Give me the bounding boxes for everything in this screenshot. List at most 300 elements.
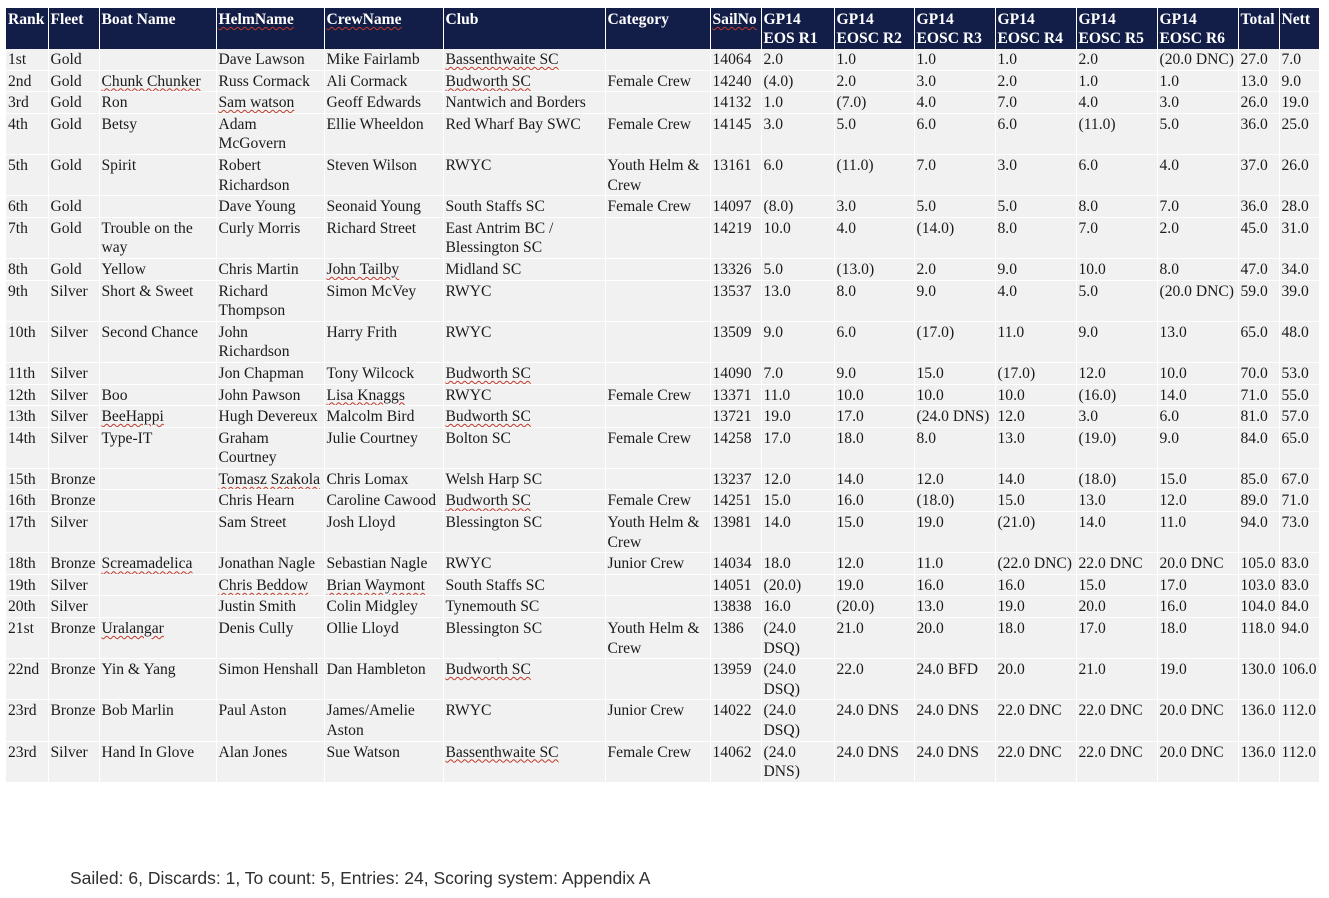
cell-r5-text: 14.0 <box>1078 514 1106 532</box>
cell-r6-text: (20.0 DNC) <box>1159 51 1234 68</box>
cell-club <box>443 490 605 512</box>
cell-club <box>443 321 605 362</box>
cell-boat <box>99 741 216 782</box>
cell-boat <box>99 468 216 490</box>
cell-r1-text: 16.0 <box>763 598 791 616</box>
cell-r3-text: 24.0 DNS <box>916 743 979 761</box>
cell-sailno-text: 14251 <box>712 492 752 510</box>
cell-nett <box>1279 384 1319 406</box>
cell-total <box>1238 553 1279 575</box>
column-header-label: GP14 EOSC R3 <box>916 11 982 47</box>
cell-nett <box>1279 741 1319 782</box>
cell-boat <box>99 700 216 741</box>
cell-r5 <box>1076 406 1157 428</box>
cell-r6-text: 5.0 <box>1159 115 1179 133</box>
cell-r6-text: 4.0 <box>1159 156 1179 174</box>
cell-r3 <box>914 574 995 596</box>
cell-rank-text: 12th <box>8 386 36 404</box>
cell-r1 <box>761 741 834 782</box>
cell-r2-text: 9.0 <box>836 364 856 382</box>
cell-fleet <box>48 512 99 553</box>
cell-sailno-text: 14258 <box>712 429 752 447</box>
cell-r1-text: (24.0 DSQ) <box>763 661 800 698</box>
cell-club-text: Budworth SC <box>445 364 531 382</box>
cell-r5 <box>1076 154 1157 195</box>
cell-category <box>605 113 710 154</box>
cell-helm <box>216 741 324 782</box>
cell-sailno-text: 14064 <box>712 51 752 68</box>
cell-nett <box>1279 70 1319 92</box>
cell-helm <box>216 362 324 384</box>
cell-nett-text: 83.0 <box>1281 576 1309 594</box>
cell-r4-text: 11.0 <box>997 323 1025 341</box>
table-row <box>6 427 1319 468</box>
cell-fleet-text: Gold <box>50 260 82 278</box>
cell-boat <box>99 596 216 618</box>
cell-r6-text: 16.0 <box>1159 598 1187 616</box>
cell-sailno <box>710 406 761 428</box>
cell-sailno <box>710 574 761 596</box>
cell-total <box>1238 596 1279 618</box>
cell-total-text: 13.0 <box>1240 72 1268 90</box>
cell-r5 <box>1076 659 1157 700</box>
cell-crew <box>324 618 443 659</box>
cell-nett-text: 65.0 <box>1281 429 1309 447</box>
cell-crew <box>324 427 443 468</box>
cell-r2 <box>834 196 914 218</box>
cell-helm-text: Russ Cormack <box>218 72 310 90</box>
cell-total-text: 136.0 <box>1240 702 1276 720</box>
cell-r3-text: 5.0 <box>916 198 936 216</box>
cell-helm-text: Justin Smith <box>218 598 297 616</box>
cell-r2 <box>834 596 914 618</box>
cell-total <box>1238 196 1279 218</box>
cell-r5-text: 3.0 <box>1078 408 1098 426</box>
cell-crew <box>324 659 443 700</box>
cell-rank-text: 15th <box>8 470 36 488</box>
cell-boat-text: Yin & Yang <box>101 661 176 679</box>
cell-r3-text: 7.0 <box>916 156 936 174</box>
cell-r1-text: 5.0 <box>763 260 783 278</box>
cell-r3 <box>914 741 995 782</box>
column-header-label: CrewName <box>326 11 402 28</box>
column-header-r1 <box>761 8 834 49</box>
cell-r2 <box>834 362 914 384</box>
cell-club <box>443 113 605 154</box>
cell-r1 <box>761 574 834 596</box>
cell-sailno-text: 14062 <box>712 743 752 761</box>
cell-total <box>1238 113 1279 154</box>
cell-r6-text: 20.0 DNC <box>1159 702 1224 720</box>
cell-helm-text: Simon Henshall <box>218 661 319 679</box>
cell-total-text: 45.0 <box>1240 219 1268 237</box>
cell-r4 <box>995 741 1076 782</box>
table-row <box>6 280 1319 321</box>
cell-r4-text: 9.0 <box>997 260 1017 278</box>
cell-rank <box>6 217 48 258</box>
cell-rank-text: 3rd <box>8 94 29 112</box>
cell-sailno <box>710 113 761 154</box>
cell-fleet <box>48 659 99 700</box>
table-row <box>6 258 1319 280</box>
cell-r6-text: 17.0 <box>1159 576 1187 594</box>
cell-r4 <box>995 596 1076 618</box>
cell-category <box>605 406 710 428</box>
cell-helm-text: Graham Courtney <box>218 429 277 467</box>
cell-r1 <box>761 700 834 741</box>
column-header-boat <box>99 8 216 49</box>
cell-total <box>1238 512 1279 553</box>
cell-r4-text: 8.0 <box>997 219 1017 237</box>
column-header-total <box>1238 8 1279 49</box>
cell-category <box>605 700 710 741</box>
cell-r2-text: 24.0 DNS <box>836 743 899 761</box>
cell-sailno <box>710 512 761 553</box>
cell-r2 <box>834 92 914 114</box>
cell-crew <box>324 49 443 70</box>
cell-club-text: Blessington SC <box>445 514 543 532</box>
cell-fleet <box>48 217 99 258</box>
cell-club <box>443 574 605 596</box>
table-row <box>6 321 1319 362</box>
cell-boat <box>99 70 216 92</box>
cell-sailno-text: 13721 <box>712 408 752 426</box>
cell-boat <box>99 618 216 659</box>
cell-boat-text: Ron <box>101 94 128 112</box>
cell-rank <box>6 113 48 154</box>
table-row <box>6 217 1319 258</box>
cell-r6 <box>1157 113 1238 154</box>
cell-boat <box>99 154 216 195</box>
cell-r2 <box>834 512 914 553</box>
cell-category <box>605 741 710 782</box>
cell-r5 <box>1076 596 1157 618</box>
cell-fleet-text: Silver <box>50 282 88 300</box>
cell-sailno-text: 13981 <box>712 514 752 532</box>
cell-r1 <box>761 490 834 512</box>
cell-boat-text: Type-IT <box>101 429 153 447</box>
cell-r1-text: 14.0 <box>763 514 791 532</box>
cell-total <box>1238 468 1279 490</box>
results-table <box>6 8 1320 783</box>
cell-boat <box>99 280 216 321</box>
cell-r4-text: 14.0 <box>997 470 1025 488</box>
cell-rank <box>6 468 48 490</box>
cell-category-text: Junior Crew <box>607 555 685 573</box>
cell-r3-text: 9.0 <box>916 282 936 300</box>
cell-r5-text: 1.0 <box>1078 72 1098 90</box>
cell-r4-text: 5.0 <box>997 198 1017 216</box>
cell-sailno <box>710 280 761 321</box>
cell-nett <box>1279 406 1319 428</box>
cell-crew <box>324 362 443 384</box>
cell-crew-text: Colin Midgley <box>326 598 418 616</box>
cell-r6 <box>1157 427 1238 468</box>
cell-r2-text: (7.0) <box>836 94 867 112</box>
cell-r5-text: 17.0 <box>1078 620 1106 638</box>
cell-r3 <box>914 49 995 70</box>
cell-fleet-text: Bronze <box>50 661 96 679</box>
cell-rank-text: 23rd <box>8 743 37 761</box>
cell-total-text: 136.0 <box>1240 743 1276 761</box>
cell-nett <box>1279 258 1319 280</box>
cell-r3-text: 3.0 <box>916 72 936 90</box>
cell-r2 <box>834 321 914 362</box>
cell-r3 <box>914 70 995 92</box>
cell-rank-text: 23rd <box>8 702 37 720</box>
cell-crew-text: Seonaid Young <box>326 198 421 216</box>
cell-helm <box>216 490 324 512</box>
cell-fleet <box>48 427 99 468</box>
cell-boat-text: Yellow <box>101 260 146 278</box>
cell-sailno <box>710 553 761 575</box>
cell-helm-text: Chris Martin <box>218 260 299 278</box>
cell-r5 <box>1076 490 1157 512</box>
cell-crew-text: Tony Wilcock <box>326 364 415 382</box>
cell-boat <box>99 427 216 468</box>
cell-r6-text: 10.0 <box>1159 364 1187 382</box>
cell-nett-text: 67.0 <box>1281 470 1309 488</box>
column-header-label: Total <box>1240 11 1275 28</box>
cell-r1 <box>761 362 834 384</box>
cell-total <box>1238 92 1279 114</box>
cell-rank <box>6 659 48 700</box>
cell-r1 <box>761 596 834 618</box>
cell-helm-text: Tomasz Szakola <box>218 470 321 488</box>
cell-total-text: 94.0 <box>1240 514 1268 532</box>
cell-r6 <box>1157 406 1238 428</box>
cell-helm-text: Dave Young <box>218 198 296 216</box>
cell-sailno <box>710 618 761 659</box>
cell-fleet <box>48 468 99 490</box>
cell-r2-text: 3.0 <box>836 198 856 216</box>
cell-club-text: Bassenthwaite SC <box>445 743 559 761</box>
cell-r3 <box>914 280 995 321</box>
column-header-label: Category <box>607 11 669 28</box>
cell-boat-text: Uralangar <box>101 620 164 638</box>
cell-rank-text: 2nd <box>8 72 32 90</box>
cell-r4 <box>995 700 1076 741</box>
cell-r4-text: 20.0 <box>997 661 1025 679</box>
cell-sailno-text: 14022 <box>712 702 752 720</box>
table-row <box>6 574 1319 596</box>
cell-helm <box>216 113 324 154</box>
cell-fleet <box>48 362 99 384</box>
column-header-label: Boat Name <box>101 11 176 28</box>
cell-boat-text: Betsy <box>101 115 138 133</box>
cell-total <box>1238 574 1279 596</box>
cell-r3-text: 16.0 <box>916 576 944 594</box>
cell-nett-text: 7.0 <box>1281 51 1301 68</box>
cell-r3 <box>914 553 995 575</box>
table-row <box>6 196 1319 218</box>
cell-r1-text: 15.0 <box>763 492 791 510</box>
cell-r2-text: 1.0 <box>836 51 856 68</box>
cell-r6 <box>1157 741 1238 782</box>
cell-r3-text: 2.0 <box>916 260 936 278</box>
cell-helm <box>216 49 324 70</box>
cell-rank-text: 14th <box>8 429 36 447</box>
cell-category-text: Youth Helm & Crew <box>607 156 700 194</box>
cell-nett <box>1279 217 1319 258</box>
table-body <box>6 49 1319 782</box>
cell-r5 <box>1076 553 1157 575</box>
cell-club <box>443 741 605 782</box>
cell-helm-text: Dave Lawson <box>218 51 305 68</box>
cell-helm <box>216 154 324 195</box>
cell-boat <box>99 406 216 428</box>
cell-r5 <box>1076 362 1157 384</box>
column-header-crew <box>324 8 443 49</box>
cell-category <box>605 321 710 362</box>
cell-nett <box>1279 490 1319 512</box>
cell-rank-text: 11th <box>8 364 36 382</box>
cell-total-text: 27.0 <box>1240 51 1268 68</box>
cell-helm <box>216 468 324 490</box>
cell-category <box>605 490 710 512</box>
cell-fleet <box>48 700 99 741</box>
cell-r3 <box>914 406 995 428</box>
cell-crew-text: Brian Waymont <box>326 576 426 594</box>
cell-nett-text: 26.0 <box>1281 156 1309 174</box>
cell-r4 <box>995 113 1076 154</box>
cell-r1 <box>761 384 834 406</box>
cell-nett-text: 71.0 <box>1281 492 1309 510</box>
cell-r6 <box>1157 618 1238 659</box>
cell-nett-text: 28.0 <box>1281 198 1309 216</box>
column-header-helm <box>216 8 324 49</box>
cell-category <box>605 553 710 575</box>
cell-nett <box>1279 574 1319 596</box>
cell-r3-text: 24.0 BFD <box>916 661 979 679</box>
cell-category <box>605 49 710 70</box>
cell-helm-text: Adam McGovern <box>218 115 287 153</box>
cell-fleet-text: Silver <box>50 323 88 341</box>
cell-r3-text: 24.0 DNS <box>916 702 979 720</box>
cell-club-text: RWYC <box>445 555 492 573</box>
cell-club-text: Budworth SC <box>445 72 531 90</box>
cell-r6 <box>1157 321 1238 362</box>
cell-rank-text: 6th <box>8 198 28 216</box>
cell-r3-text: (24.0 DNS) <box>916 408 990 426</box>
cell-category <box>605 618 710 659</box>
cell-helm-text: Jonathan Nagle <box>218 555 316 573</box>
cell-r5-text: (16.0) <box>1078 386 1117 404</box>
cell-boat <box>99 92 216 114</box>
cell-r4-text: 1.0 <box>997 51 1017 68</box>
cell-fleet <box>48 49 99 70</box>
cell-club <box>443 362 605 384</box>
cell-fleet-text: Bronze <box>50 492 96 510</box>
cell-r2-text: 4.0 <box>836 219 856 237</box>
cell-r3 <box>914 217 995 258</box>
cell-crew <box>324 596 443 618</box>
cell-r4-text: 16.0 <box>997 576 1025 594</box>
cell-club-text: Bassenthwaite SC <box>445 51 559 68</box>
cell-total <box>1238 217 1279 258</box>
cell-r3-text: (14.0) <box>916 219 955 237</box>
cell-r4-text: 3.0 <box>997 156 1017 174</box>
cell-crew <box>324 384 443 406</box>
cell-r5 <box>1076 49 1157 70</box>
cell-total-text: 118.0 <box>1240 620 1276 638</box>
cell-r4 <box>995 321 1076 362</box>
column-header-r3 <box>914 8 995 49</box>
cell-r4-text: 13.0 <box>997 429 1025 447</box>
cell-helm <box>216 321 324 362</box>
cell-r2-text: 18.0 <box>836 429 864 447</box>
cell-sailno <box>710 427 761 468</box>
cell-r5-text: (19.0) <box>1078 429 1117 447</box>
cell-nett <box>1279 700 1319 741</box>
cell-r3 <box>914 618 995 659</box>
cell-r5 <box>1076 427 1157 468</box>
cell-r1-text: 3.0 <box>763 115 783 133</box>
cell-nett-text: 19.0 <box>1281 94 1309 112</box>
cell-crew-text: Sue Watson <box>326 743 400 761</box>
cell-boat-text: Spirit <box>101 156 137 174</box>
cell-r5-text: 12.0 <box>1078 364 1106 382</box>
cell-r1 <box>761 70 834 92</box>
cell-r1 <box>761 280 834 321</box>
cell-r4-text: 18.0 <box>997 620 1025 638</box>
cell-helm <box>216 70 324 92</box>
cell-helm-text: Chris Beddow <box>218 576 309 594</box>
cell-total-text: 65.0 <box>1240 323 1268 341</box>
cell-r4-text: (22.0 DNC) <box>997 555 1072 573</box>
cell-rank <box>6 427 48 468</box>
cell-crew-text: Steven Wilson <box>326 156 417 174</box>
cell-nett <box>1279 280 1319 321</box>
cell-r4 <box>995 659 1076 700</box>
cell-boat <box>99 553 216 575</box>
cell-fleet <box>48 618 99 659</box>
cell-sailno <box>710 362 761 384</box>
cell-r1 <box>761 553 834 575</box>
cell-sailno-text: 14090 <box>712 364 752 382</box>
cell-total <box>1238 490 1279 512</box>
column-header-label: HelmName <box>218 11 294 28</box>
cell-r5-text: 4.0 <box>1078 94 1098 112</box>
cell-r1-text: 12.0 <box>763 470 791 488</box>
cell-boat <box>99 196 216 218</box>
cell-r1 <box>761 258 834 280</box>
cell-r6-text: 12.0 <box>1159 492 1187 510</box>
cell-total-text: 89.0 <box>1240 492 1268 510</box>
cell-r3-text: (17.0) <box>916 323 955 341</box>
cell-total-text: 37.0 <box>1240 156 1268 174</box>
cell-r4 <box>995 280 1076 321</box>
cell-r4 <box>995 574 1076 596</box>
cell-r6 <box>1157 49 1238 70</box>
cell-crew <box>324 92 443 114</box>
cell-r5 <box>1076 700 1157 741</box>
cell-r4 <box>995 154 1076 195</box>
cell-r3-text: 6.0 <box>916 115 936 133</box>
cell-club <box>443 406 605 428</box>
cell-category-text: Female Crew <box>607 115 692 133</box>
cell-category-text: Female Crew <box>607 198 692 216</box>
cell-total-text: 47.0 <box>1240 260 1268 278</box>
cell-crew-text: James/Amelie Aston <box>326 702 415 739</box>
cell-club <box>443 154 605 195</box>
cell-total <box>1238 741 1279 782</box>
cell-r4 <box>995 362 1076 384</box>
cell-total-text: 36.0 <box>1240 115 1268 133</box>
cell-crew <box>324 113 443 154</box>
cell-club-text: RWYC <box>445 156 492 174</box>
cell-total-text: 59.0 <box>1240 282 1268 300</box>
